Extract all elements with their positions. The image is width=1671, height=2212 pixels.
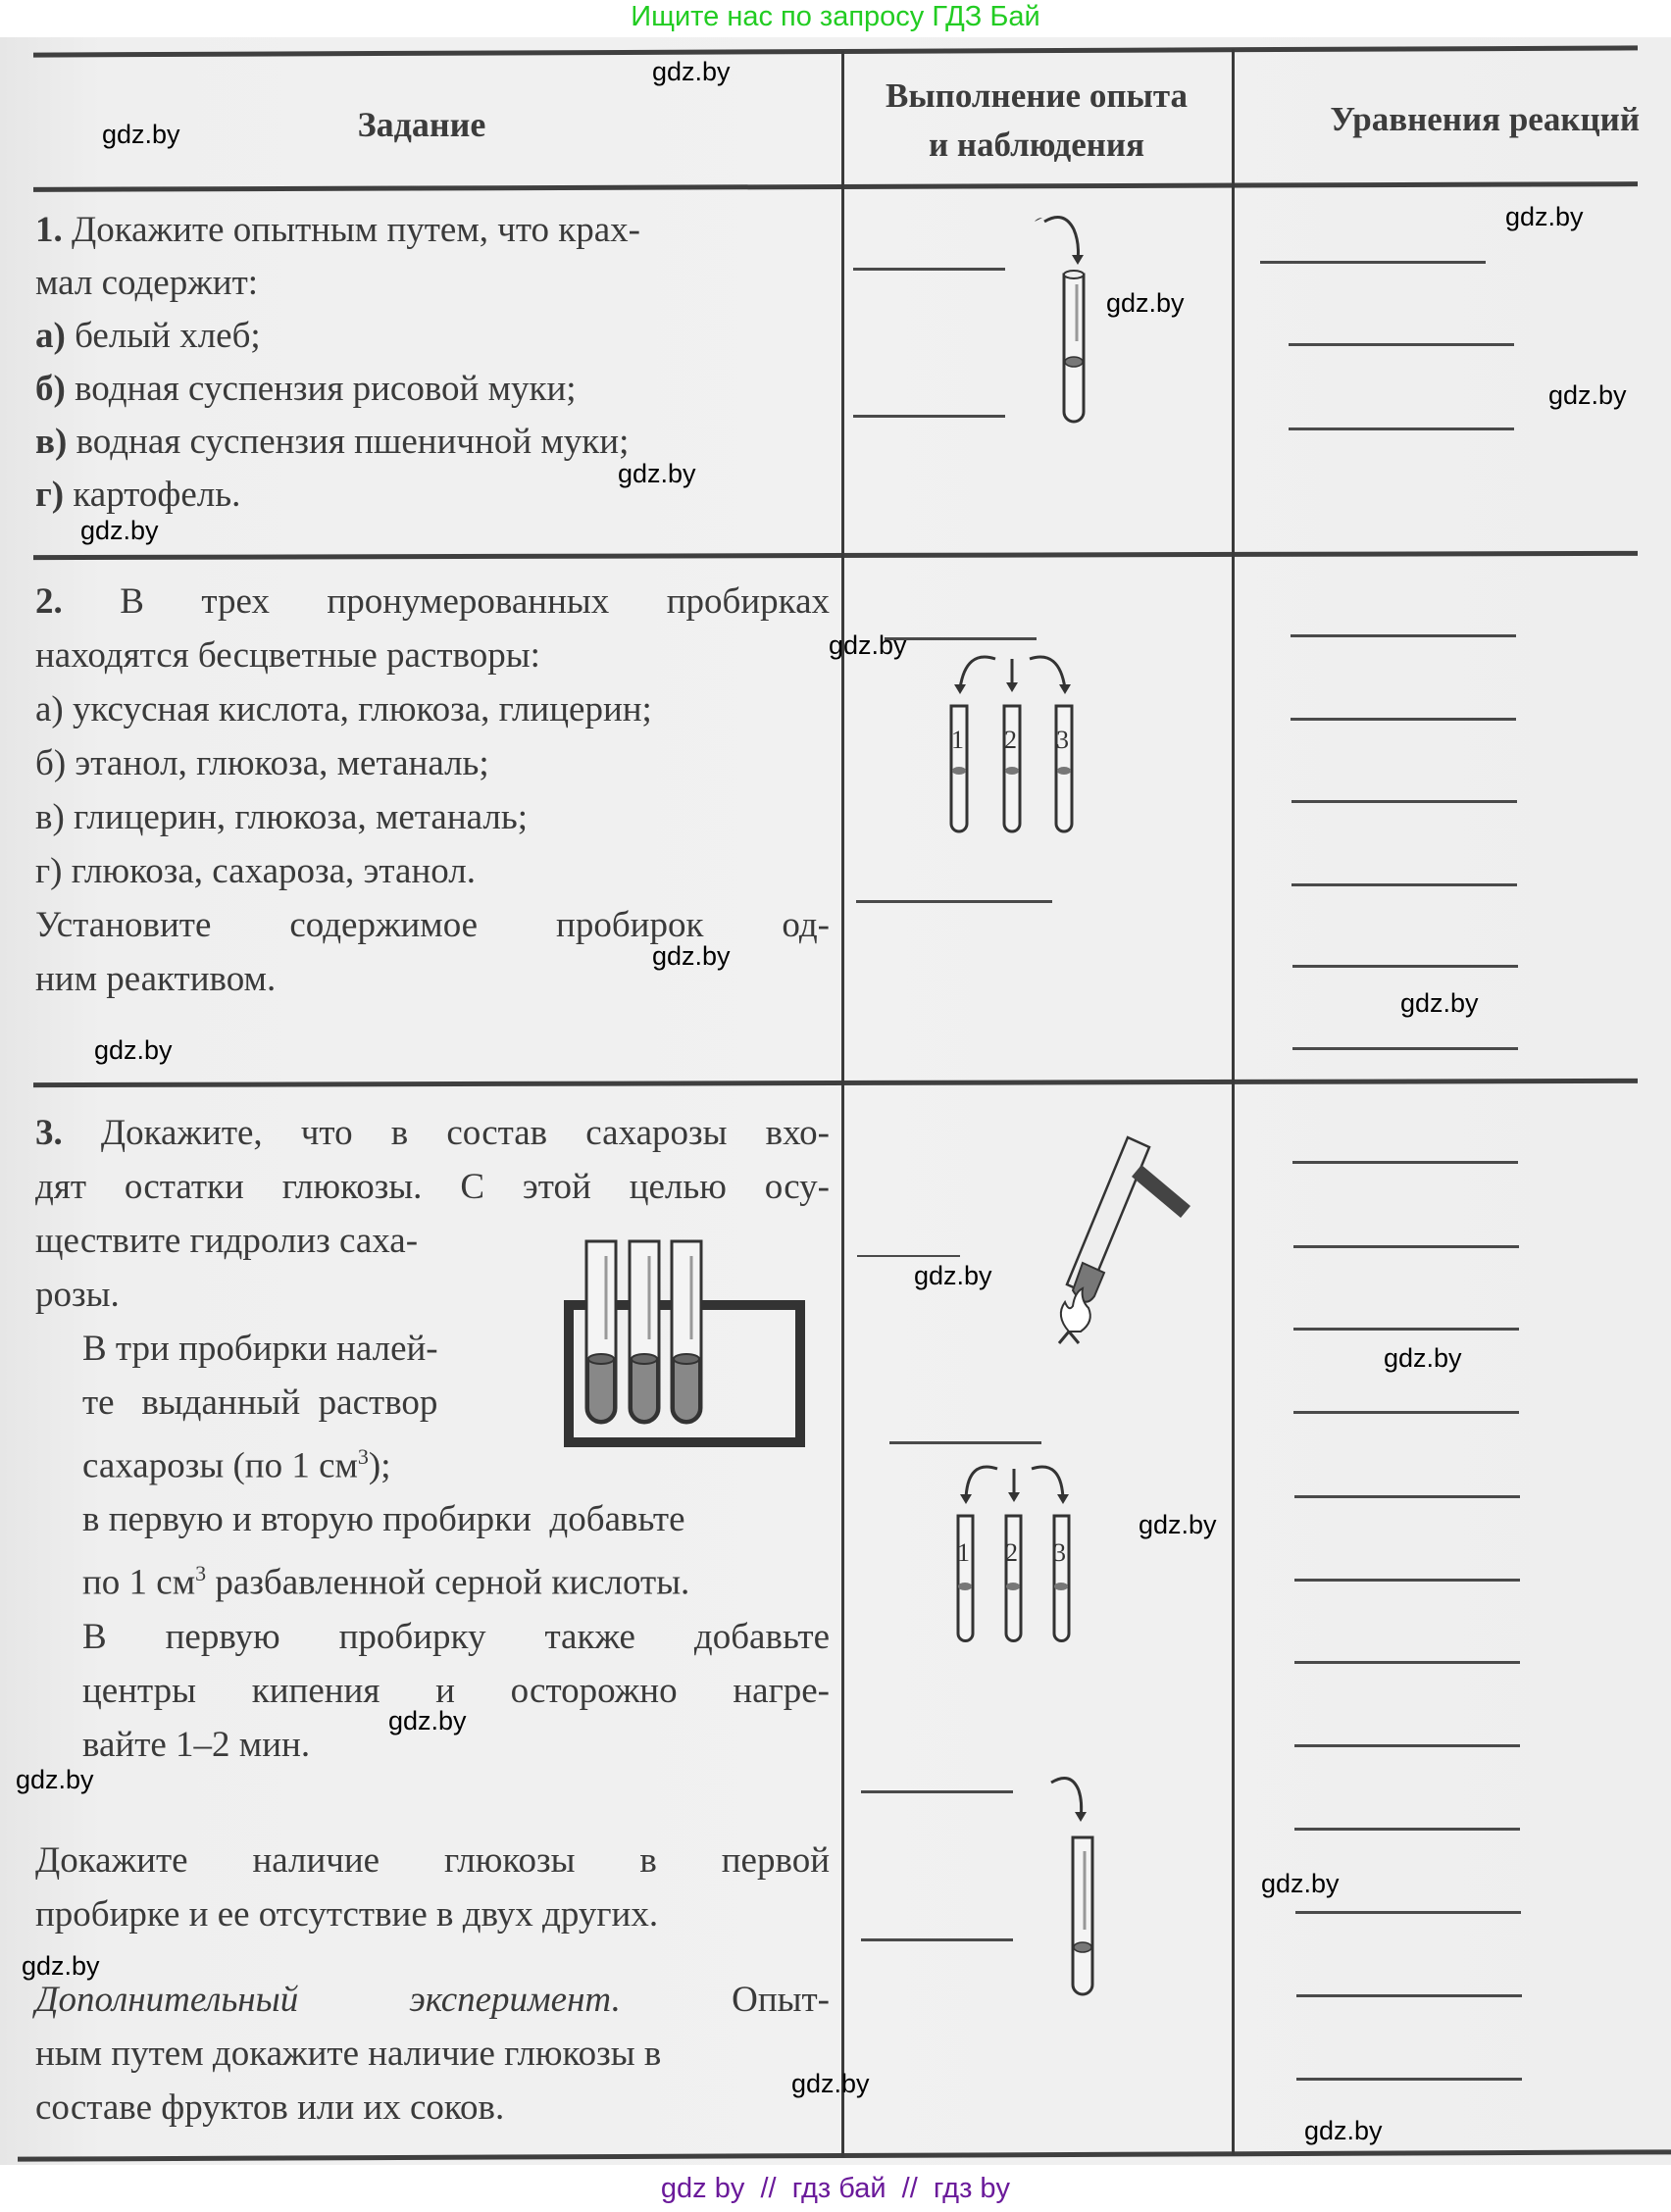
watermark: gdz.by xyxy=(102,120,180,149)
equation-line[interactable] xyxy=(1292,1161,1518,1164)
tube-label-1: 1 xyxy=(957,1538,970,1567)
heating-tube-over-flame-figure xyxy=(1039,1126,1236,1361)
watermark: gdz.by xyxy=(1139,1510,1217,1539)
task-1-test-tube-figure xyxy=(1025,214,1103,429)
watermark: gdz.by xyxy=(1261,1869,1340,1898)
task-1: 1. Докажите опытным путем, что крах- мал содержит: а) белый хлеб; б) водная суспензия рисовой муки; в) водная суспензия пшеничной муки; г) картофель. xyxy=(35,204,830,522)
task-2-number: 2. xyxy=(35,581,63,622)
observation-line[interactable] xyxy=(853,268,1005,271)
header-bottom-rule xyxy=(33,181,1638,192)
row1-bottom-rule xyxy=(33,551,1638,560)
watermark: gdz.by xyxy=(22,1951,100,1981)
watermark: gdz.by xyxy=(388,1706,467,1735)
equation-line[interactable] xyxy=(1295,1911,1521,1914)
watermark: gdz.by xyxy=(618,459,696,488)
watermark: gdz.by xyxy=(652,941,731,971)
tube-label-2: 2 xyxy=(1004,726,1017,754)
task-1-item-v: в) водная суспензия пшеничной муки; xyxy=(35,422,630,462)
task-2-item-a: а) уксусная кислота, глюкоза, глицерин; xyxy=(35,689,652,729)
header-task: Задание xyxy=(357,105,486,144)
equation-line[interactable] xyxy=(1294,1661,1520,1664)
equation-line[interactable] xyxy=(1291,883,1517,886)
equation-line[interactable] xyxy=(1294,1495,1520,1498)
task-2-item-v: в) глицерин, глюкоза, метаналь; xyxy=(35,797,529,837)
task-1-item-a: а) белый хлеб; xyxy=(35,316,261,356)
equation-line[interactable] xyxy=(1293,1328,1519,1331)
watermark: gdz.by xyxy=(80,516,159,545)
watermark: gdz.by xyxy=(1304,2116,1383,2145)
task-1-number: 1. xyxy=(35,210,63,250)
task-2-item-b: б) этанол, глюкоза, метаналь; xyxy=(35,743,489,783)
watermark: gdz.by xyxy=(94,1035,173,1065)
header-equations: Уравнения реакций xyxy=(1330,100,1640,138)
watermark: gdz.by xyxy=(1548,380,1627,410)
equation-line[interactable] xyxy=(1289,427,1514,430)
watermark: gdz.by xyxy=(791,2069,870,2098)
watermark: gdz.by xyxy=(1400,988,1479,1018)
bottom-banner[interactable]: gdz by // гдз бай // гдз by xyxy=(0,2165,1671,2212)
watermark: gdz.by xyxy=(1106,288,1185,318)
equation-line[interactable] xyxy=(1296,2078,1522,2081)
task-1-item-b: б) водная суспензия рисовой муки; xyxy=(35,369,577,409)
row2-bottom-rule xyxy=(33,1079,1638,1087)
equation-line[interactable] xyxy=(1260,261,1486,264)
observation-line[interactable] xyxy=(857,1255,960,1257)
task-3-single-tube-figure xyxy=(1030,1773,1108,2008)
observation-line[interactable] xyxy=(885,637,1037,640)
watermark: gdz.by xyxy=(1505,202,1584,231)
workbook-page xyxy=(0,37,1671,2165)
tube-label-3: 3 xyxy=(1056,726,1069,754)
table-top-rule xyxy=(33,45,1638,57)
task-3-three-tubes-figure xyxy=(943,1455,1100,1671)
header-experiment-line2: и наблюдения xyxy=(928,126,1145,164)
observation-line[interactable] xyxy=(861,1938,1013,1941)
watermark: gdz.by xyxy=(829,630,907,660)
observation-line[interactable] xyxy=(861,1790,1013,1793)
equation-line[interactable] xyxy=(1291,634,1516,637)
tube-label-3: 3 xyxy=(1053,1538,1066,1567)
watermark: gdz.by xyxy=(914,1261,992,1290)
task-2-three-tubes-figure xyxy=(937,645,1093,861)
watermark: gdz.by xyxy=(652,57,731,86)
equation-line[interactable] xyxy=(1293,1245,1519,1248)
task-1-item-g: г) картофель. xyxy=(35,475,241,515)
task-2-item-g: г) глюкоза, сахароза, этанол. xyxy=(35,851,477,891)
equation-line[interactable] xyxy=(1292,965,1518,968)
equation-line[interactable] xyxy=(1293,1411,1519,1414)
observation-line[interactable] xyxy=(856,900,1052,903)
equation-line[interactable] xyxy=(1291,800,1517,803)
tube-label-1: 1 xyxy=(951,726,964,754)
equation-line[interactable] xyxy=(1294,1579,1520,1582)
equation-line[interactable] xyxy=(1289,343,1514,346)
column-divider-1 xyxy=(841,51,844,2157)
equation-line[interactable] xyxy=(1292,1047,1518,1050)
watermark: gdz.by xyxy=(16,1765,94,1794)
equation-line[interactable] xyxy=(1291,718,1516,721)
test-tube-rack-figure xyxy=(559,1232,814,1467)
top-banner[interactable]: Ищите нас по запросу ГДЗ Бай xyxy=(0,0,1671,37)
equation-line[interactable] xyxy=(1294,1828,1520,1831)
task-3: 3. Докажите, что в состав сахарозы вхо- дят остатки глюкозы. С этой целью осу- ществите гидролиз саха- розы. В три пробирки налей- те выданный раствор сахарозы (по 1 $см^3$); в первую и вторую пробирки добавьте по 1 $см^3$ разбавленной серной кислоты. В первую пробирку также добавьте центры кипения и осторожно нагре- вайте 1–2 мин. Докажите наличие глюкозы в первой пробирке и ее отсутствие в двух других. Дополнительный эксперимент. Опыт- ным путем докажите наличие глюкозы в составе фруктов или их соков. xyxy=(35,1113,830,2128)
task-3-number: 3. xyxy=(35,1113,63,1153)
header-experiment-line1: Выполнение опыта xyxy=(886,76,1188,115)
task-2: 2. В трех пронумерованных пробирках находятся бесцветные растворы: а) уксусная кислота, глюкоза, глицерин; б) этанол, глюкоза, метаналь; в) глицерин, глюкоза, метаналь; г) глюкоза, сахароза, этанол. Установите содержимое пробирок од- ним реактивом. xyxy=(35,581,830,999)
observation-line[interactable] xyxy=(853,415,1005,418)
watermark: gdz.by xyxy=(1384,1343,1462,1373)
tube-label-2: 2 xyxy=(1005,1538,1018,1567)
extra-experiment-label: Дополнительный эксперимент. xyxy=(35,1979,621,2020)
observation-line[interactable] xyxy=(889,1441,1041,1444)
equation-line[interactable] xyxy=(1296,1994,1522,1997)
column-divider-2 xyxy=(1232,49,1235,2155)
equation-line[interactable] xyxy=(1294,1744,1520,1747)
